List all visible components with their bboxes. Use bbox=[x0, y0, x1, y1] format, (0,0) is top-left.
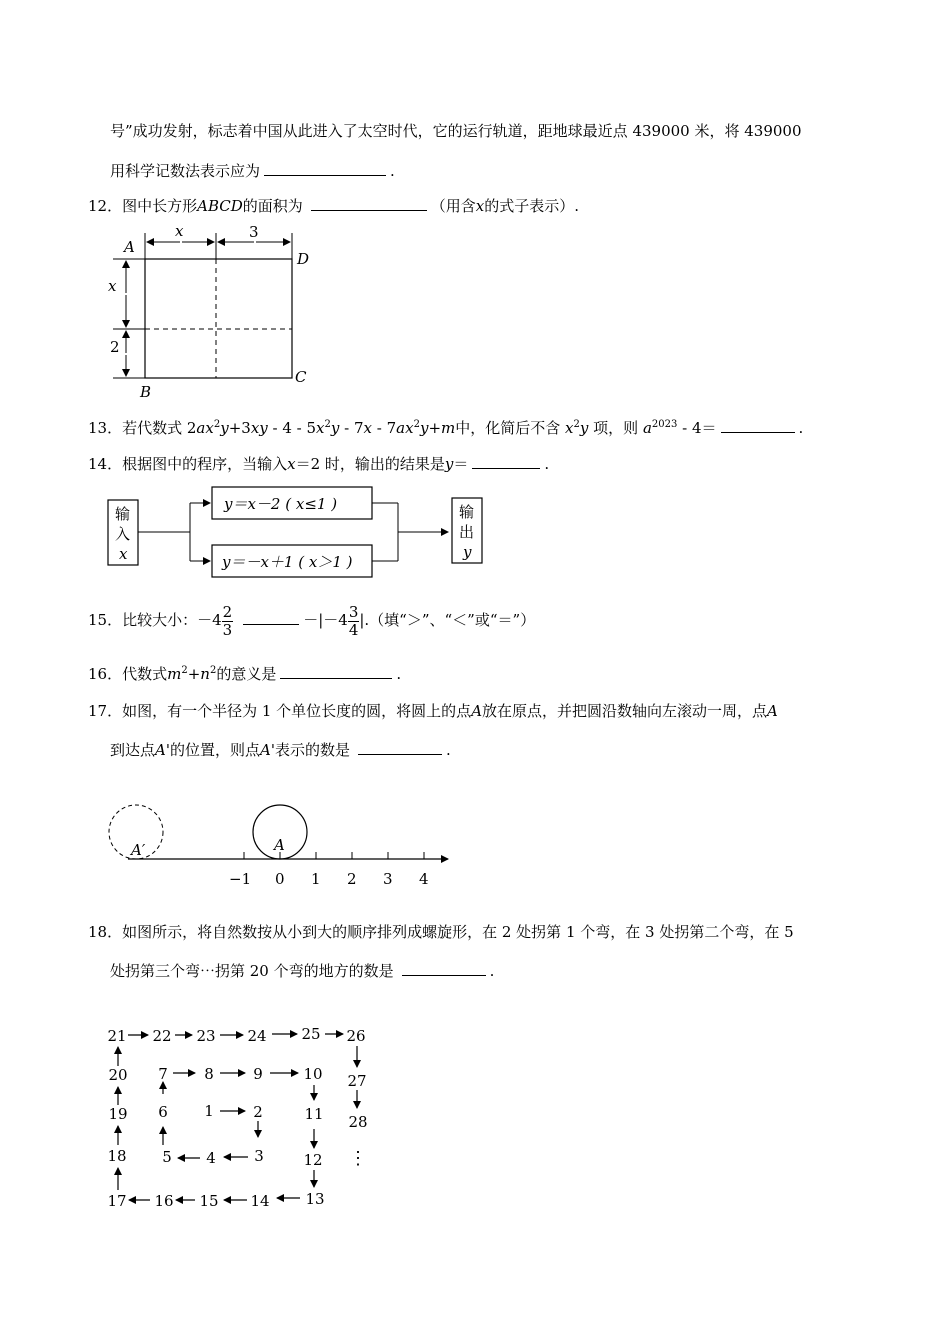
svg-text:18: 18 bbox=[107, 1147, 127, 1165]
label-left-2: 2 bbox=[110, 338, 120, 356]
svg-text:8: 8 bbox=[204, 1065, 214, 1083]
svg-text:22: 22 bbox=[152, 1027, 172, 1045]
svg-text:4: 4 bbox=[419, 870, 429, 888]
svg-text:⋮: ⋮ bbox=[349, 1148, 367, 1169]
label-a: A bbox=[274, 836, 285, 854]
svg-text:x: x bbox=[119, 545, 128, 563]
q17-line2: 到达点A'的位置，则点A'表示的数是 . bbox=[110, 738, 451, 761]
box1-formula: y＝x－2 ( x≤1 ) bbox=[224, 495, 338, 513]
svg-text:20: 20 bbox=[108, 1066, 128, 1084]
svg-text:28: 28 bbox=[348, 1113, 368, 1131]
svg-text:14: 14 bbox=[250, 1192, 270, 1210]
svg-text:4: 4 bbox=[206, 1149, 216, 1167]
fraction-3-4: $\frac{3}{4}$ bbox=[348, 602, 359, 639]
label-b: B bbox=[140, 383, 152, 401]
svg-text:27: 27 bbox=[347, 1072, 367, 1090]
svg-text:输: 输 bbox=[115, 505, 131, 523]
q17-line1: 17．如图，有一个半径为 1 个单位长度的圆，将圆上的点A放在原点，并把圆沿数轴向左滚动一周，点A bbox=[88, 702, 778, 720]
svg-text:0: 0 bbox=[275, 870, 285, 888]
q15-text: 15．比较大小：－4 $\frac{2}{3}$ －|－4 $\frac{3}{4}$ |.（填“＞”、“＜”或“＝”） bbox=[88, 602, 536, 639]
q18-line1: 18．如图所示，将自然数按从小到大的顺序排列成螺旋形，在 2 处拐第 1 个弯，在 3 处拐第二个弯，在 5 bbox=[88, 923, 794, 941]
svg-text:3: 3 bbox=[383, 870, 393, 888]
svg-text:24: 24 bbox=[247, 1027, 267, 1045]
label-left-x: x bbox=[108, 277, 117, 295]
label-top-x: x bbox=[175, 222, 184, 240]
svg-text:2: 2 bbox=[253, 1103, 263, 1121]
svg-text:输: 输 bbox=[459, 503, 475, 521]
label-c: C bbox=[295, 368, 307, 386]
label-a: A bbox=[124, 238, 135, 256]
svg-text:出: 出 bbox=[459, 523, 475, 541]
svg-text:13: 13 bbox=[305, 1190, 325, 1208]
svg-text:7: 7 bbox=[158, 1065, 168, 1083]
svg-text:26: 26 bbox=[346, 1027, 366, 1045]
svg-text:1: 1 bbox=[204, 1102, 214, 1120]
svg-text:15: 15 bbox=[199, 1192, 219, 1210]
fraction-2-3: $\frac{2}{3}$ bbox=[222, 602, 233, 639]
label-top-3: 3 bbox=[249, 223, 259, 241]
svg-text:−1: −1 bbox=[229, 870, 252, 888]
svg-text:入: 入 bbox=[115, 525, 131, 543]
svg-text:1: 1 bbox=[311, 870, 321, 888]
svg-text:11: 11 bbox=[304, 1105, 324, 1123]
q13-text: 13．若代数式 $2ax^2y+3xy$ ‐ 4 ‐ $5x^2y$ ‐ 7x ‐ $7ax^2y+m$中，化简后不含 $x^2y$ 项，则 $a^{2023}$ ‐ 4＝ . bbox=[88, 416, 803, 439]
svg-text:16: 16 bbox=[154, 1192, 174, 1210]
q18-line2: 处拐第三个弯⋯拐第 20 个弯的地方的数是 . bbox=[110, 959, 494, 982]
svg-text:17: 17 bbox=[107, 1192, 127, 1210]
svg-text:25: 25 bbox=[301, 1025, 321, 1043]
svg-text:3: 3 bbox=[254, 1147, 264, 1165]
svg-text:19: 19 bbox=[108, 1105, 128, 1123]
q11-line2: 用科学记数法表示应为 . bbox=[110, 159, 395, 182]
box2-formula: y＝－x＋1 ( x＞1 ) bbox=[222, 553, 353, 571]
svg-text:10: 10 bbox=[303, 1065, 323, 1083]
svg-text:12: 12 bbox=[303, 1151, 323, 1169]
svg-text:21: 21 bbox=[107, 1027, 127, 1045]
label-a-prime: A′ bbox=[131, 841, 146, 859]
q16-text: 16．代数式$m^2+n^2$的意义是 . bbox=[88, 662, 401, 685]
svg-text:23: 23 bbox=[196, 1027, 216, 1045]
q14-text: 14．根据图中的程序，当输入x＝2 时，输出的结果是y＝ . bbox=[88, 452, 549, 475]
q12-text: 12．图中长方形ABCD的面积为 （用含x的式子表示）. bbox=[88, 194, 579, 217]
svg-text:y: y bbox=[463, 543, 472, 561]
label-d: D bbox=[297, 250, 310, 268]
q11-line1: 号”成功发射，标志着中国从此进入了太空时代，它的运行轨道，距地球最近点 439000 米，将 439000 bbox=[110, 122, 802, 140]
svg-text:9: 9 bbox=[253, 1065, 263, 1083]
svg-text:6: 6 bbox=[158, 1103, 168, 1121]
svg-text:5: 5 bbox=[162, 1148, 172, 1166]
svg-text:2: 2 bbox=[347, 870, 357, 888]
